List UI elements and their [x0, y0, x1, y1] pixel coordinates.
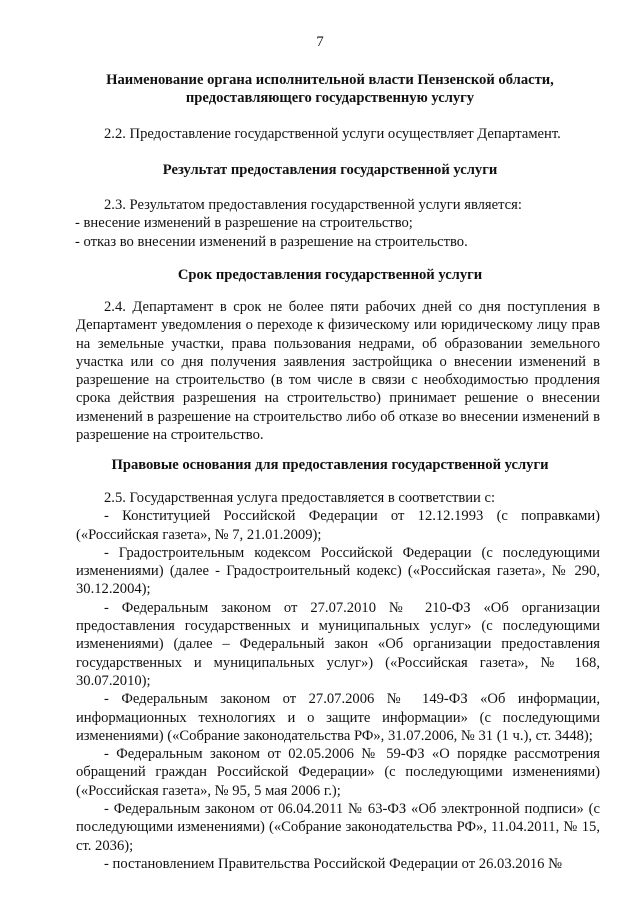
page-number: 7: [316, 34, 324, 50]
paragraph-text: 2.2. Предоставление государственной услуги осуществляет Департамент.: [104, 126, 561, 142]
list-item: - Федеральным законом от 27.07.2010 № 210-ФЗ «Об организации предоставления государственных и муниципальных услуг» (с последующими изменениями) (далее – Федеральный закон «Об организации предоставления государственных и муниципальных услуг») («Российская газета», № 168, 30.07.2010);: [76, 599, 600, 689]
paragraph-2-2: [76, 125, 600, 143]
section-heading-legal-basis: Правовые основания для предоставления государственной услуги: [111, 457, 549, 473]
list-item: - Градостроительным кодексом Российской Федерации (с последующими изменениями) (далее - Градостроительный кодекс) («Российская газета», № 290, 30.12.2004);: [76, 544, 600, 598]
heading-line: предоставляющего государственную услугу: [185, 90, 475, 106]
list-item: - внесение изменений в разрешение на строительство;: [75, 215, 413, 232]
list-item: - Конституцией Российской Федерации от 12.12.1993 (с поправками) («Российская газета», № 7, 21.01.2009);: [76, 508, 600, 543]
list-item: - постановлением Правительства Российской Федерации от 26.03.2016 №: [104, 855, 563, 872]
section-heading-term: Срок предоставления государственной услуги: [177, 267, 483, 283]
paragraph-text: 2.3. Результатом предоставления государственной услуги является:: [104, 197, 522, 213]
paragraph-2-5: [76, 489, 600, 873]
paragraph-text: 2.5. Государственная услуга предоставляется в соответствии с:: [104, 490, 496, 506]
paragraph-2-3: [76, 196, 600, 251]
list-item: - Федеральным законом от 06.04.2011 № 63-ФЗ «Об электронной подписи» (с последующими изменениями) («Собрание законодательства РФ», 11.04.2011, № 15, ст. 2036);: [76, 801, 600, 854]
heading-line: Наименование органа исполнительной власти Пензенской области,: [106, 72, 554, 88]
list-item: - Федеральным законом от 02.05.2006 № 59-ФЗ «О порядке рассмотрения обращений граждан Российской Федерации» (с последующими изменениями) («Российская газета», № 95, 5 мая 2006 г.);: [76, 746, 600, 799]
section-heading-result: Результат предоставления государственной услуги: [162, 162, 498, 178]
paragraph-2-4: [76, 298, 600, 444]
paragraph-text: 2.4. Департамент в срок не более пяти рабочих дней со дня поступления в Департамент уведомления о переходе к физическому или юридическому лицу прав на земельные участки, права пользования недрами, об образовании земельного участка или со дня получения заявления застройщика о внесении изменений в разрешение на строительство (в том числе в связи с необходимостью продления срока действия разрешения на строительство) принимает решение о внесении изменений в разрешение на строительство либо об отказе во внесении изменений в разрешение на строительство.: [76, 299, 600, 444]
list-item: - отказ во внесении изменений в разрешение на строительство.: [75, 233, 468, 250]
list-item: - Федеральным законом от 27.07.2006 № 149-ФЗ «Об информации, информационных технологиях и о защите информации» (с последующими изменениями) («Собрание законодательства РФ», 31.07.2006, № 31 (1 ч.), ст. 3448);: [76, 691, 600, 744]
section-heading-authority: [60, 71, 600, 107]
